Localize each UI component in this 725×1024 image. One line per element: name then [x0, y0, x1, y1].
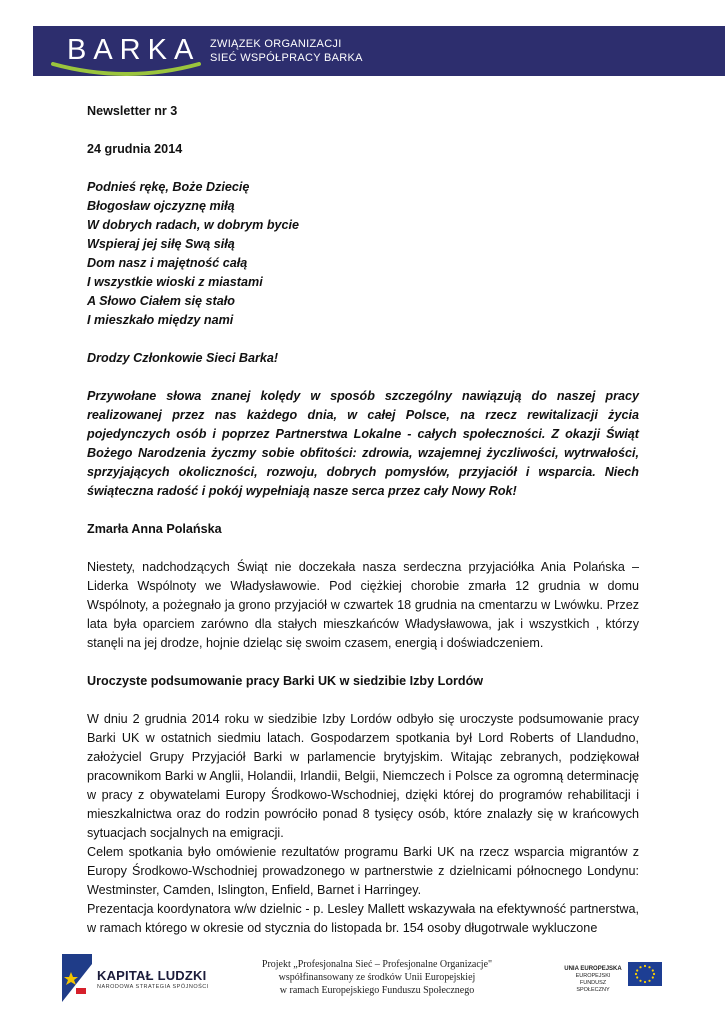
eu-flag-icon — [628, 962, 662, 986]
intro-paragraph: Przywołane słowa znanej kolędy w sposób szczególny nawiązują do naszej pracy realizowanej przez nas każdego dnia, w całej Polsce, na rzecz rewitalizacji życia pojedynczych osób i poprzez Partnerstwa Lokalne - całych społeczności. Z okazji Świąt Bożego Narodzenia życzmy sobie obfitości: zdrowia, wzajemnej życzliwości, wytrwałości, sprzyjających okoliczności, rozwoju, dobrych pomysłów, przyjaciół i wsparcia. Niech świąteczna radość i pokój wypełniają nasze serca przez cały Nowy Rok! — [87, 389, 639, 498]
poem-line: I wszystkie wioski z miastami — [87, 275, 263, 289]
newsletter-number: Newsletter nr 3 — [87, 104, 178, 118]
eu-line3: FUNDUSZ SPOŁECZNY — [576, 980, 610, 993]
newsletter-date: 24 grudnia 2014 — [87, 142, 183, 156]
project-note — [250, 958, 504, 997]
poem-line: W dobrych radach, w dobrym bycie — [87, 218, 300, 232]
org-name-line1: ZWIĄZEK ORGANIZACJI — [210, 38, 342, 50]
obituary-paragraph: Niestety, nadchodzących Świąt nie doczekała nasza serdeczna przyjaciółka Ania Polańska – Liderka Wspólnoty we Władysławowie. Pod ciężkiej chorobie zmarła 12 grudnia w domu Wspólnoty, a pożegnało ja grono przyjaciół w czwartek 18 grudnia na cmentarzu w Lwówku. Przez lata była oparciem zarówno dla stałych mieszkańców Władysławowa, jak i wszystkich , którzy stanęli na jej drodze, hojnie dzieląc się swoim czasem, energią i doświadczeniem. — [87, 560, 639, 650]
logo-arc-icon — [51, 62, 201, 78]
poem-line: Dom nasz i majętność całą — [87, 256, 248, 270]
poem-line: Błogosław ojczyznę miłą — [87, 199, 235, 213]
project-line3: w ramach Europejskiego Funduszu Społecznego — [279, 985, 475, 996]
poem-line: A Słowo Ciałem się stało — [87, 294, 235, 308]
lords-paragraph-2: Celem spotkania było omówienie rezultatów programu Barki UK na rzecz wsparcia migrantów z Europy Środkowo-Wschodniej prowadzonego w partnerstwie z dzielnicami północnego Londynu: Westminster, Camden, Islington, Enfield, Barnet i Harringey. — [87, 845, 639, 897]
barka-logo: BARKA — [67, 34, 201, 66]
footer — [0, 948, 725, 1008]
poem — [87, 178, 639, 330]
eu-label — [563, 966, 623, 994]
kapital-ludzki-title: KAPITAŁ LUDZKI — [97, 968, 207, 983]
poem-line: Wspieraj jej siłę Swą siłą — [87, 237, 235, 251]
header-banner — [33, 26, 725, 76]
poem-line: I mieszkało między nami — [87, 313, 234, 327]
eu-line2: EUROPEJSKI — [575, 973, 611, 979]
lords-paragraph-3: Prezentacja koordynatora w/w dzielnic - p. Lesley Mallett wskazywała na efektywność partnerstwa, w ramach którego w okresie od stycznia do listopada br. 154 osoby długotrwale wykluczone — [87, 902, 639, 935]
poem-line: Podnieś rękę, Boże Dziecię — [87, 180, 250, 194]
newsletter-body — [87, 102, 639, 938]
section-heading-lords: Uroczyste podsumowanie pracy Barki UK w siedzibie Izby Lordów — [87, 674, 484, 688]
section-heading-obituary: Zmarła Anna Polańska — [87, 522, 222, 536]
kapital-ludzki-logo-icon — [62, 954, 92, 1002]
org-name-line2: SIEĆ WSPÓŁPRACY BARKA — [210, 52, 363, 64]
eu-line1: UNIA EUROPEJSKA — [564, 966, 622, 972]
project-line2: współfinansowany ze środków Unii Europejskiej — [278, 972, 476, 983]
project-line1: Projekt „Profesjonalna Sieć – Profesjonalne Organizacje" — [261, 959, 493, 970]
lords-paragraph-1: W dniu 2 grudnia 2014 roku w siedzibie Izby Lordów odbyło się uroczyste podsumowanie pracy Barki UK w ostatnich siedmiu latach. Gospodarzem spotkania był Lord Roberts of Llandudno, założyciel Grupy Przyjaciół Barki w parlamencie brytyjskim. Witając zebranych, podziękował pracownikom Barki w Anglii, Holandii, Irlandii, Belgii, Niemczech i Polsce za ogromną determinację w pracy z obywatelami Europy Środkowo-Wschodniej, dzięki której do programów rehabilitacji i mieszkalnictwa oraz do rodzin powróciło ponad 8 tysięcy osób, które znalazły się w krańcowych sytuacjach socjalnych na emigracji. — [87, 712, 639, 840]
kapital-ludzki-subtitle: NARODOWA STRATEGIA SPÓJNOŚCI — [97, 984, 209, 990]
greeting: Drodzy Członkowie Sieci Barka! — [87, 351, 279, 365]
